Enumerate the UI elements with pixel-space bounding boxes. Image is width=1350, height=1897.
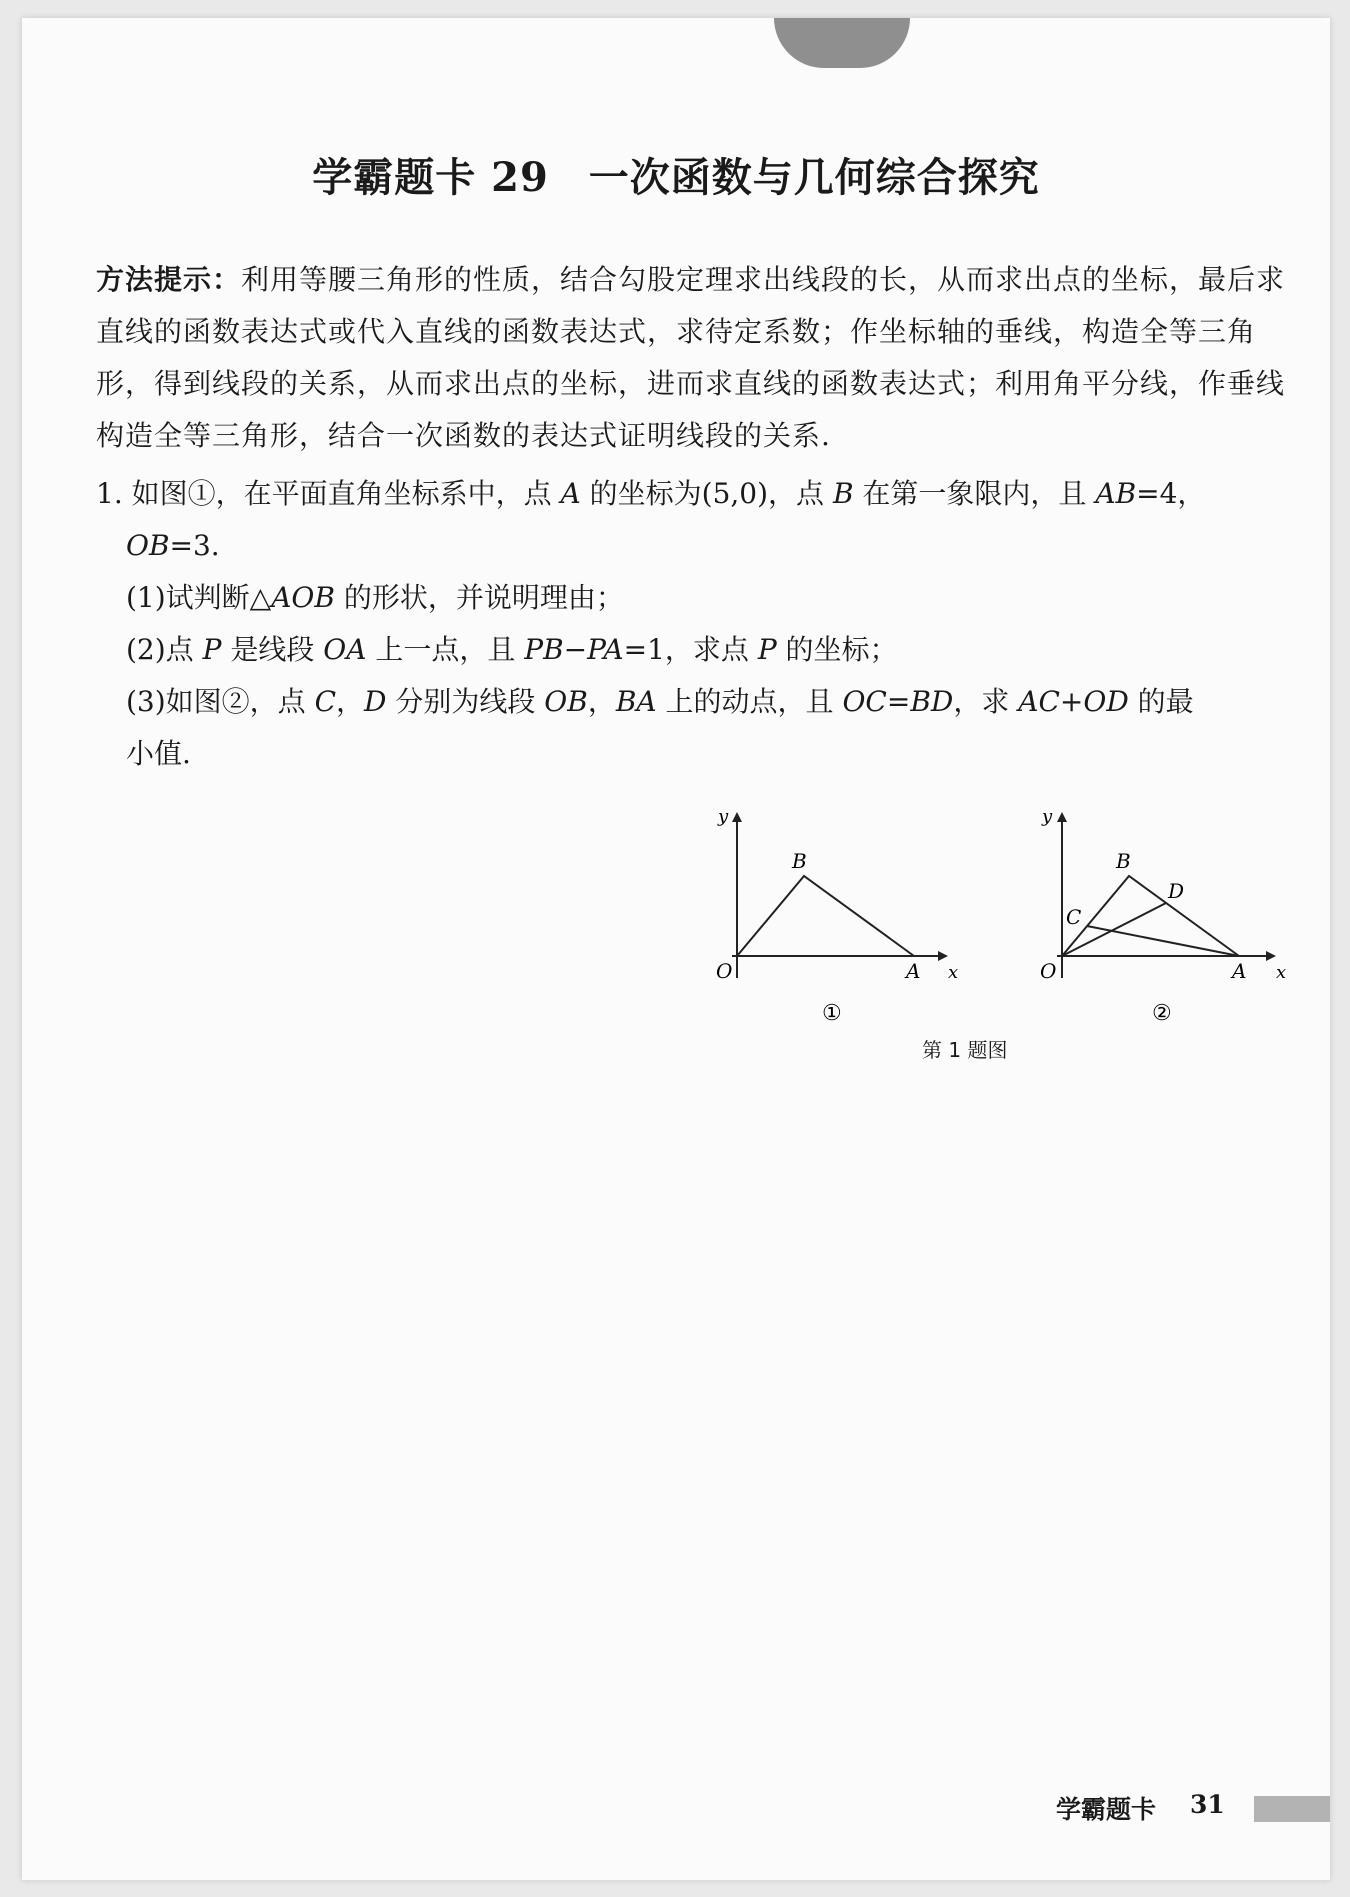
part-text: 上一点，且 bbox=[366, 633, 525, 666]
math-symbol: P bbox=[757, 633, 777, 666]
card-label: 学霸题卡 29 bbox=[312, 154, 549, 201]
point-d-label: D bbox=[1168, 879, 1185, 903]
x-axis-label: x bbox=[948, 962, 959, 983]
figure-caption: 第 1 题图 bbox=[922, 1038, 1008, 1062]
part-text: (2)点 bbox=[126, 633, 203, 666]
math-symbol: AC bbox=[1018, 685, 1060, 718]
part-text: 的形状，并说明理由； bbox=[334, 581, 624, 614]
y-axis-label: y bbox=[1042, 806, 1053, 827]
math-symbol: A bbox=[560, 477, 581, 510]
math-symbol: PB bbox=[524, 633, 564, 666]
figure-1 bbox=[716, 806, 958, 1026]
question-1-figures bbox=[682, 788, 1292, 1028]
math-symbol: D bbox=[364, 685, 387, 718]
stem-text: 的坐标为(5,0)，点 bbox=[580, 477, 833, 510]
stem-text: 1. 如图①，在平面直角坐标系中，点 bbox=[96, 477, 561, 510]
question-1-part-1 bbox=[96, 572, 1288, 624]
footer-bar-decoration bbox=[1254, 1796, 1330, 1822]
math-symbol: OC bbox=[842, 685, 887, 718]
triangle-aob bbox=[1062, 876, 1239, 956]
stem-text: =3. bbox=[169, 529, 220, 562]
point-b-label: B bbox=[792, 849, 807, 873]
math-symbol: OD bbox=[1083, 685, 1129, 718]
question-1-part-3 bbox=[96, 676, 1288, 728]
triangle-aob bbox=[737, 876, 914, 956]
page-number: 31 bbox=[1190, 1790, 1225, 1819]
math-symbol: OA bbox=[323, 633, 367, 666]
topic-title: 一次函数与几何综合探究 bbox=[588, 154, 1040, 201]
part-text: − bbox=[563, 633, 588, 666]
math-symbol: OB bbox=[544, 685, 588, 718]
question-1-part-2 bbox=[96, 624, 1288, 676]
x-axis-label: x bbox=[1276, 962, 1287, 983]
stem-text: =4， bbox=[1136, 477, 1206, 510]
math-symbol: BA bbox=[615, 685, 657, 718]
part-text: 是线段 bbox=[221, 633, 324, 666]
part-text: 分别为线段 bbox=[386, 685, 545, 718]
stem-text: 在第一象限内，且 bbox=[853, 477, 1096, 510]
part-text: 的最 bbox=[1128, 685, 1194, 718]
figure-2 bbox=[1040, 806, 1286, 1026]
page-title bbox=[22, 146, 1330, 203]
math-symbol: AB bbox=[1095, 477, 1137, 510]
part-text: = bbox=[886, 685, 911, 718]
top-tab-decoration bbox=[774, 18, 910, 68]
segment-ac bbox=[1087, 926, 1239, 956]
figure-2-number: ② bbox=[1152, 1001, 1172, 1026]
point-c-label: C bbox=[1066, 905, 1082, 929]
method-tip bbox=[96, 254, 1288, 462]
part-text: (1)试判断△ bbox=[126, 581, 272, 614]
question-1-stem bbox=[96, 468, 1288, 520]
method-tip-text: 利用等腰三角形的性质，结合勾股定理求出线段的长，从而求出点的坐标，最后求直线的函数表达式或代入直线的函数表达式，求待定系数；作坐标轴的垂线，构造全等三角形，得到线段的关系，从而求出点的坐标，进而求直线的函数表达式；利用角平分线，作垂线构造全等三角形，结合一次函数的表达式证明线段的关系. bbox=[96, 263, 1286, 452]
part-text: ，求 bbox=[953, 685, 1019, 718]
y-axis-arrow bbox=[1057, 812, 1067, 822]
math-symbol: OB bbox=[126, 529, 170, 562]
footer-label: 学霸题卡 bbox=[1056, 1795, 1157, 1824]
part-text: =1，求点 bbox=[623, 633, 758, 666]
part-text: ， bbox=[587, 685, 616, 718]
method-tip-label: 方法提示： bbox=[96, 263, 242, 296]
question-1-part-3-cont bbox=[96, 728, 1288, 780]
math-symbol: AOB bbox=[271, 581, 335, 614]
question-1-stem-cont bbox=[96, 520, 1288, 572]
x-axis-arrow bbox=[1266, 951, 1276, 961]
part-text: (3)如图②，点 bbox=[126, 685, 315, 718]
part-text: ， bbox=[336, 685, 365, 718]
y-axis-arrow bbox=[732, 812, 742, 822]
part-text: 上的动点，且 bbox=[656, 685, 843, 718]
math-symbol: P bbox=[202, 633, 222, 666]
origin-label: O bbox=[1040, 959, 1057, 983]
point-b-label: B bbox=[1116, 849, 1131, 873]
question-1 bbox=[96, 468, 1288, 780]
origin-label: O bbox=[716, 959, 733, 983]
math-symbol: PA bbox=[587, 633, 624, 666]
point-a-label: A bbox=[906, 959, 921, 983]
page-sheet bbox=[22, 18, 1330, 1880]
part-text: 的坐标； bbox=[776, 633, 898, 666]
part-text: + bbox=[1059, 685, 1084, 718]
y-axis-label: y bbox=[718, 806, 729, 827]
part-text: 小值. bbox=[126, 737, 191, 770]
math-symbol: C bbox=[314, 685, 337, 718]
figure-1-number: ① bbox=[822, 1001, 842, 1026]
math-symbol: B bbox=[832, 477, 854, 510]
x-axis-arrow bbox=[938, 951, 948, 961]
point-a-label: A bbox=[1232, 959, 1247, 983]
math-symbol: BD bbox=[910, 685, 954, 718]
